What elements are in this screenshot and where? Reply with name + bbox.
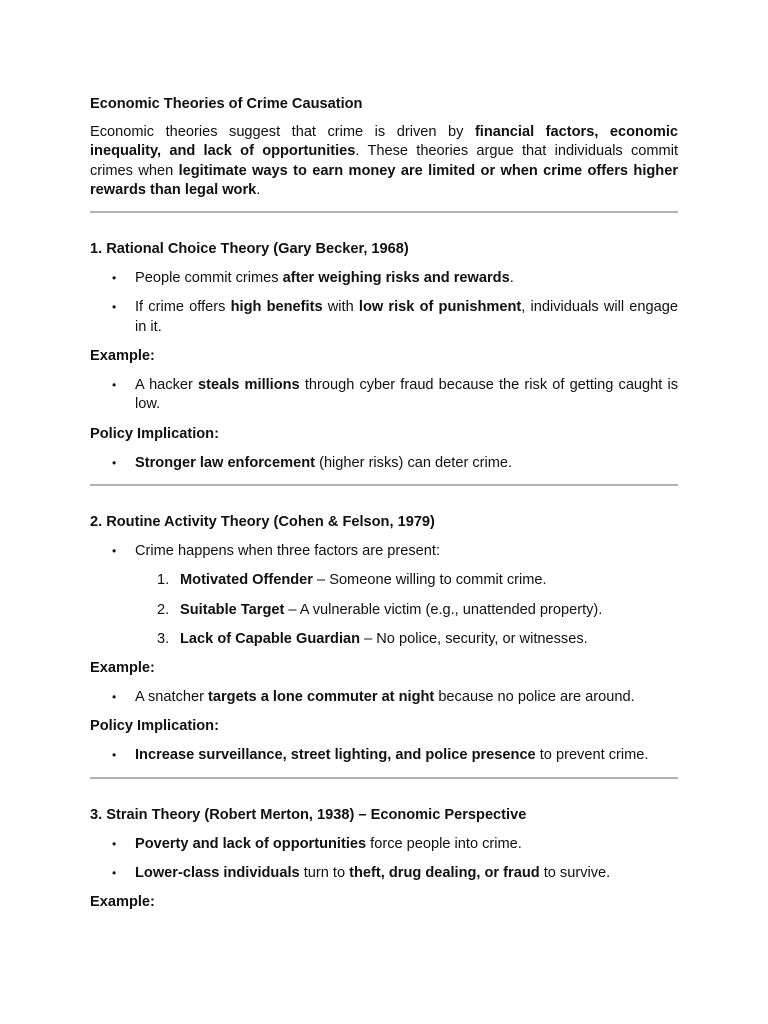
bullet-icon: • [112,271,117,286]
horizontal-rule [90,777,678,779]
bullet-list [90,269,678,337]
item-bold: Lack of Capable Guardian [180,630,361,647]
intro-paragraph [90,123,678,200]
item-bold: targets a lone commuter at night [208,689,435,706]
section-heading-rational-choice: 1. Rational Choice Theory (Gary Becker, 1968) [90,241,409,258]
document-page [90,90,678,912]
item-text: to survive. [539,865,611,882]
example-label: Example: [90,660,155,677]
item-number: 3. [157,630,170,647]
list-item [90,835,678,854]
item-text: People commit crimes [135,270,283,287]
item-number: 1. [157,572,170,589]
list-item [90,454,678,473]
section-heading-routine-activity: 2. Routine Activity Theory (Cohen & Felson, 1979) [90,513,435,530]
example-label: Example: [90,894,155,911]
bullet-list [90,376,678,415]
policy-implication-label: Policy Implication: [90,718,219,735]
example-label: Example: [90,348,155,365]
list-item [90,571,678,590]
intro-text: . [256,181,261,198]
bullet-icon: • [112,300,117,315]
horizontal-rule [90,211,678,213]
document-title: Economic Theories of Crime Causation [90,96,363,112]
bullet-list [90,835,678,884]
item-text: through cyber fraud because the risk of getting caught is low. [135,377,679,413]
list-item [90,688,678,707]
item-bold: Lower-class individuals [135,865,300,882]
list-item [90,864,678,883]
bullet-list [90,688,678,707]
item-bold: Motivated Offender [180,572,313,589]
bullet-list [90,542,678,561]
list-item [90,746,678,765]
item-bold: Suitable Target [180,601,285,618]
item-bold: Increase surveillance, street lighting, and police presence [135,747,536,764]
item-text: . [509,270,514,287]
bullet-list [90,454,678,473]
intro-bold: financial factors, economic inequality, and lack of opportunities [90,124,679,160]
horizontal-rule [90,484,678,486]
intro-text: Economic theories suggest that crime is driven by [90,124,475,140]
item-text: with [322,299,359,316]
item-bold: after weighing risks and rewards [282,270,510,287]
bullet-icon: • [112,866,117,881]
list-item [90,630,678,649]
item-text: , individuals will engage in it. [135,299,678,335]
numbered-list [90,571,678,649]
bullet-icon: • [112,748,117,763]
item-bold: Stronger law enforcement [135,454,316,471]
item-text: turn to [299,865,350,882]
item-text: to prevent crime. [535,747,649,764]
bullet-icon: • [112,455,117,470]
item-text: Crime happens when three factors are present: [135,542,441,559]
item-text: because no police are around. [434,689,635,706]
list-item [90,298,678,337]
intro-bold: legitimate ways to earn money are limited or when crime offers higher rewards than legal work [90,162,678,198]
item-text: If crime offers [135,299,231,316]
bullet-icon: • [112,836,117,851]
bullet-icon: • [112,543,117,558]
item-bold: theft, drug dealing, or fraud [349,865,540,882]
list-item [90,376,678,415]
bullet-icon: • [112,690,117,705]
item-bold: Poverty and lack of opportunities [135,835,367,852]
bullet-list [90,746,678,765]
intro-text: . These theories argue that individuals commit crimes when [90,143,678,179]
item-bold: low risk of punishment [358,299,522,316]
item-text: – No police, security, or witnesses. [360,630,588,647]
item-bold: steals millions [198,377,300,394]
item-text: A snatcher [135,689,209,706]
bullet-icon: • [112,378,117,393]
item-text: – Someone willing to commit crime. [312,572,547,589]
list-item [90,601,678,620]
item-text: force people into crime. [366,835,522,852]
item-text: – A vulnerable victim (e.g., unattended property). [284,601,603,618]
item-number: 2. [157,601,170,618]
item-bold: high benefits [230,299,323,316]
item-text: (higher risks) can deter crime. [315,454,513,471]
item-text: A hacker [135,377,199,394]
list-item [90,269,678,288]
list-item [90,542,678,561]
policy-implication-label: Policy Implication: [90,425,219,442]
section-heading-strain-theory: 3. Strain Theory (Robert Merton, 1938) – Economic Perspective [90,806,527,823]
